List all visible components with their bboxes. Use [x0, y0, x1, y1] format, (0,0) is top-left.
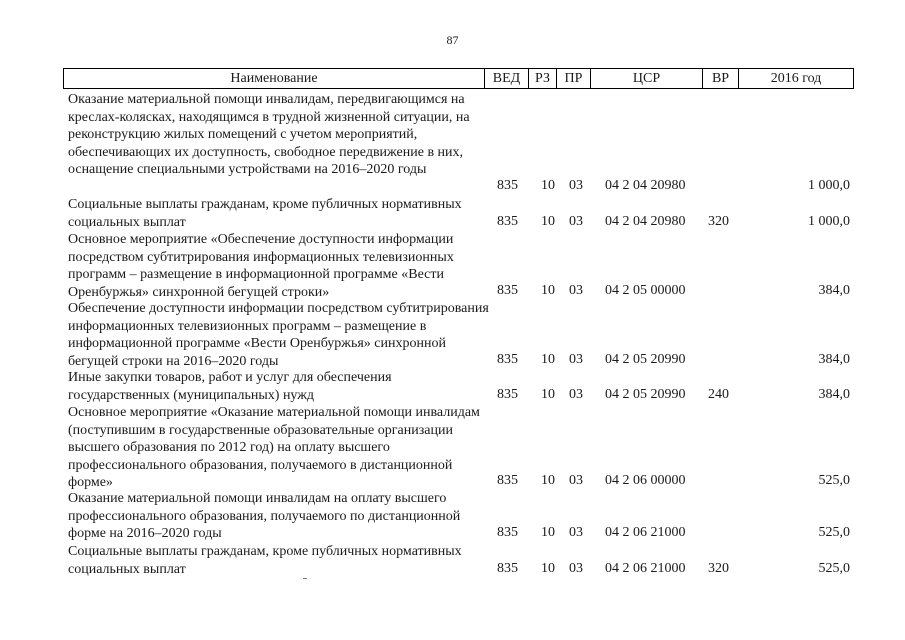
row-name: Социальные выплаты гражданам, кроме публичных нормативных социальных выплат [68, 544, 462, 577]
table-header [63, 68, 854, 89]
table-row [0, 490, 905, 542]
row-rz: 10 [541, 387, 555, 403]
row-name: Основное мероприятие «Оказание материальной помощи инвалидам (поступившим в государственные образовательные организации высшего образования по 2012 год) на оплату высшего профессионального образования, получаемого в дистанционной форме» [68, 405, 480, 491]
row-pr: 03 [569, 178, 583, 194]
row-pr: 03 [569, 387, 583, 403]
table-row [0, 404, 905, 490]
row-pr: 03 [569, 283, 583, 299]
row-sum: 1 000,0 [808, 214, 850, 230]
row-rz: 10 [541, 283, 555, 299]
header-rz: РЗ [529, 69, 557, 88]
row-pr: 03 [569, 561, 583, 577]
header-vr: ВР [703, 69, 739, 88]
row-vr: 320 [708, 214, 729, 230]
row-pr: 03 [569, 352, 583, 368]
row-csr: 04 2 05 20990 [605, 387, 686, 403]
row-ved: 835 [497, 352, 518, 368]
row-name: Оказание материальной помощи инвалидам, передвигающимся на креслах-колясках, находящимся в трудной жизненной ситуации, на реконструкцию жилых помещений с учетом мероприятий, обеспечивающих их доступность, свободное передвижение в них, оснащение специальными устройствами на 2016–2020 годы [68, 92, 470, 178]
row-ved: 835 [497, 283, 518, 299]
row-name: Обеспечение доступности информации посредством субтитрирования информационных телевизионных программ – размещение в информационной программе «Вести Оренбуржья» синхронной бегущей строки на 2016–2020 годы [68, 301, 489, 369]
table-row [0, 231, 905, 300]
row-csr: 04 2 05 00000 [605, 283, 686, 299]
row-csr: 04 2 05 20990 [605, 352, 686, 368]
row-name: Основное мероприятие «Обеспечение доступности информации посредством субтитрирования информационных телевизионных программ – размещение в информационной программе «Вести Оренбуржья» синхронной бегущей строки» [68, 232, 454, 300]
row-ved: 835 [497, 214, 518, 230]
row-rz: 10 [541, 214, 555, 230]
row-rz: 10 [541, 178, 555, 194]
table-row [0, 91, 905, 195]
row-csr: 04 2 06 21000 [605, 525, 686, 541]
page-number: 87 [446, 33, 459, 47]
table-row [0, 543, 905, 578]
row-ved: 835 [497, 561, 518, 577]
row-sum: 384,0 [818, 283, 850, 299]
row-sum: 525,0 [818, 525, 850, 541]
table-row [0, 196, 905, 231]
row-ved: 835 [497, 525, 518, 541]
row-ved: 835 [497, 473, 518, 489]
row-name: Оказание материальной помощи инвалидам на оплату высшего профессионального образования, получаемого по дистанционной форме на 2016–2020 годы [68, 491, 461, 542]
header-year: 2016 год [770, 71, 822, 86]
table-row [0, 369, 905, 404]
row-sum: 1 000,0 [808, 178, 850, 194]
row-csr: 04 2 04 20980 [605, 214, 686, 230]
row-pr: 03 [569, 214, 583, 230]
row-rz: 10 [541, 352, 555, 368]
header-name: Наименование [64, 69, 485, 88]
row-sum: 525,0 [818, 473, 850, 489]
row-ved: 835 [497, 387, 518, 403]
header-ved: ВЕД [485, 69, 529, 88]
row-ved: 835 [497, 178, 518, 194]
table-row [0, 300, 905, 369]
header-pr: ПР [557, 69, 591, 88]
row-name: Иные закупки товаров, работ и услуг для обеспечения государственных (муниципальных) нужд [68, 370, 392, 403]
row-rz: 10 [541, 525, 555, 541]
row-sum: 384,0 [818, 352, 850, 368]
row-csr: 04 2 04 20980 [605, 178, 686, 194]
row-vr: 320 [708, 561, 729, 577]
row-sum: 525,0 [818, 561, 850, 577]
row-csr: 04 2 06 21000 [605, 561, 686, 577]
row-csr: 04 2 06 00000 [605, 473, 686, 489]
row-pr: 03 [569, 473, 583, 489]
row-vr: 240 [708, 387, 729, 403]
row-name: Социальные выплаты гражданам, кроме публичных нормативных социальных выплат [68, 197, 462, 230]
header-csr: ЦСР [591, 69, 703, 88]
row-sum: 384,0 [818, 387, 850, 403]
row-pr: 03 [569, 525, 583, 541]
row-rz: 10 [541, 561, 555, 577]
row-rz: 10 [541, 473, 555, 489]
scan-mark [303, 578, 307, 579]
